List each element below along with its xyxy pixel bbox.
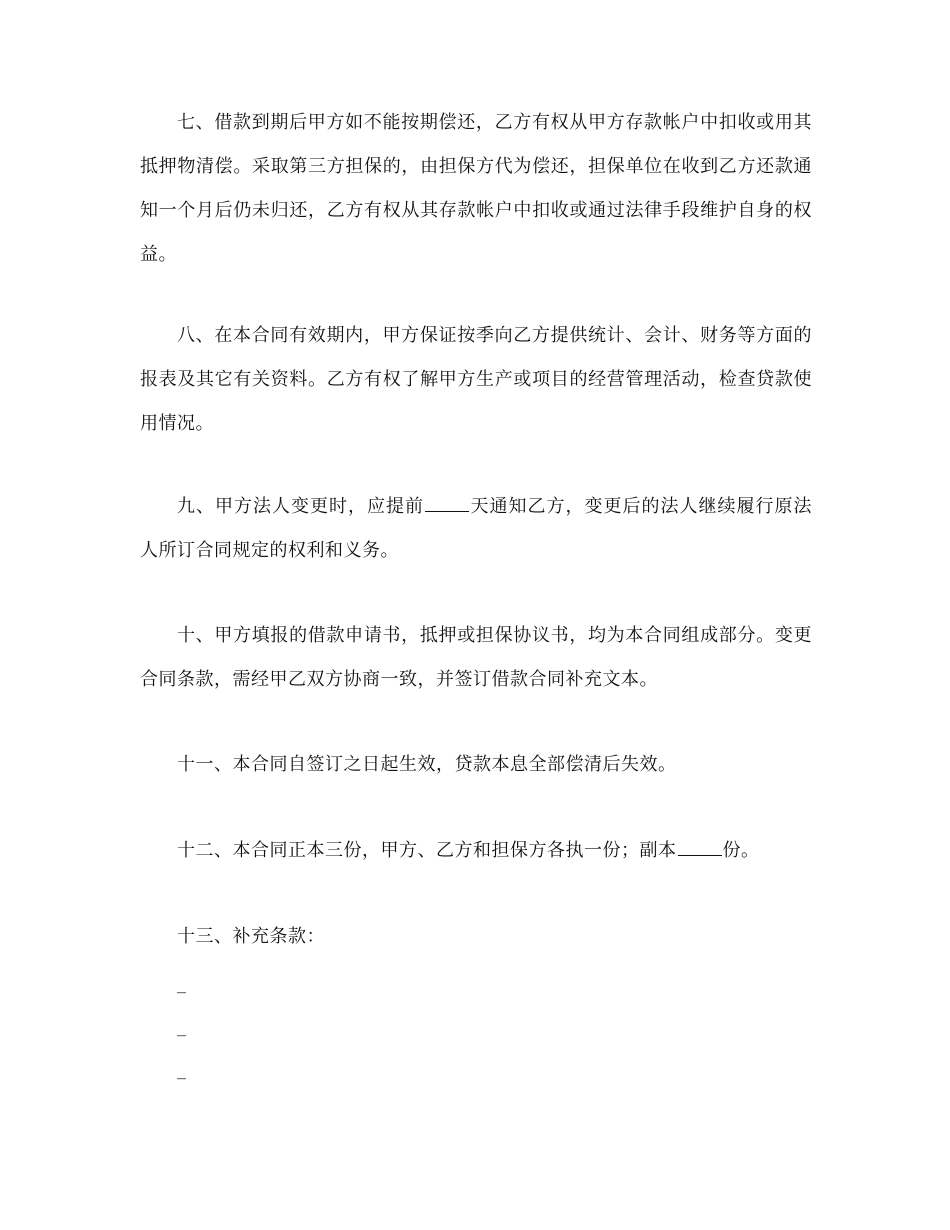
clause-10: 十、甲方填报的借款申请书，抵押或担保协议书，均为本合同组成部分。变更合同条款，需经甲乙双方协商一致，并签订借款合同补充文本。 — [140, 625, 812, 690]
clause-8: 八、在本合同有效期内，甲方保证按季向乙方提供统计、会计、财务等方面的报表及其它有关资料。乙方有权了解甲方生产或项目的经营管理活动，检查贷款使用情况。 — [140, 325, 812, 434]
clause-9-text-before: 九、甲方法人变更时，应提前 — [177, 496, 424, 517]
clause-7: 七、借款到期后甲方如不能按期偿还，乙方有权从甲方存款帐户中扣收或用其抵押物清偿。采取第三方担保的，由担保方代为偿还，担保单位在收到乙方还款通知一个月后仍未归还，乙方有权从其存款帐户中扣收或通过法律手段维护自身的权益。 — [140, 112, 812, 265]
clause-12-text-before: 十二、本合同正本三份，甲方、乙方和担保方各执一份；副本 — [177, 840, 677, 861]
clause-13: 十三、补充条款： — [177, 926, 325, 947]
supplement-line: _ — [177, 1059, 186, 1080]
clause-12 — [140, 829, 812, 873]
supplement-line: _ — [177, 1016, 186, 1037]
days-blank — [425, 491, 469, 512]
clause-9-text-after: 天通知乙方，变更后的法人继续履行原法人所订合同规定的权利和义务。 — [140, 496, 812, 561]
copies-blank — [678, 835, 722, 856]
clause-11: 十一、本合同自签订之日起生效，贷款本息全部偿清后失效。 — [177, 754, 677, 775]
supplement-line: _ — [177, 973, 186, 994]
clause-12-text-after: 份。 — [722, 840, 760, 861]
clause-9 — [140, 485, 812, 573]
